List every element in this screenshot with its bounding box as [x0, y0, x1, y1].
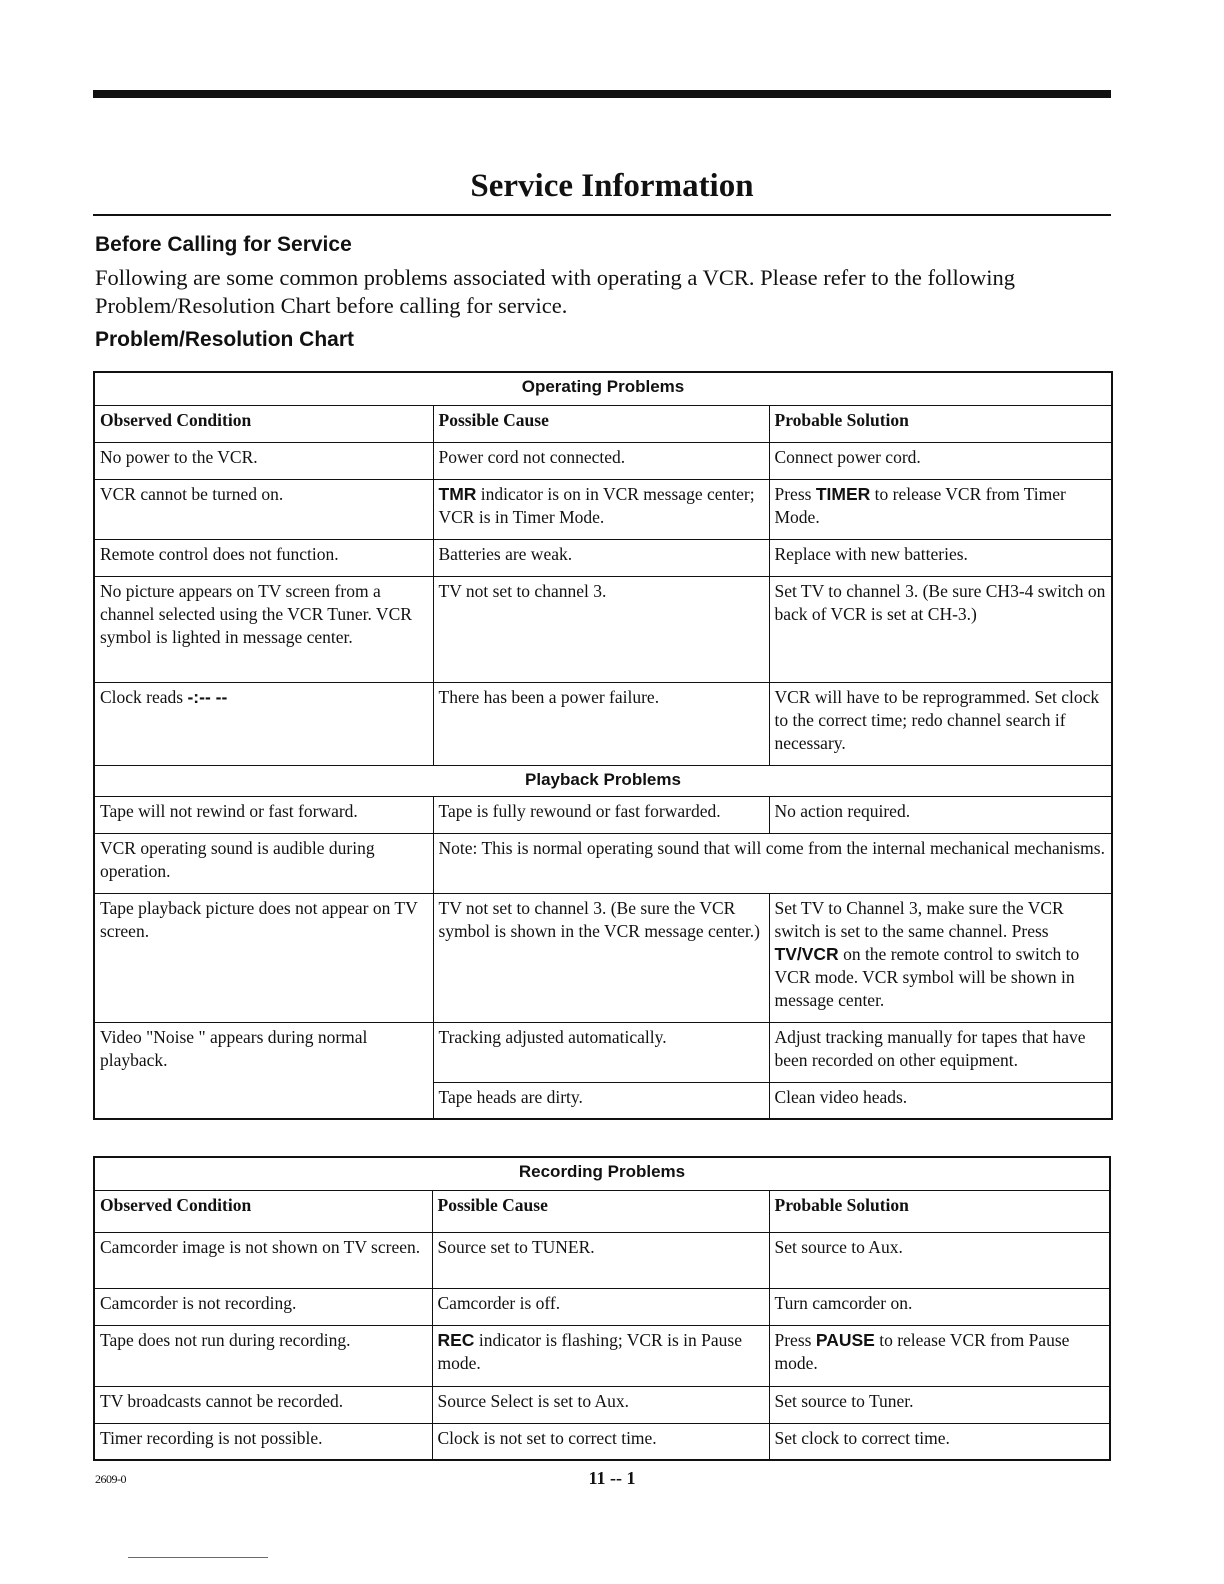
condition-cell: No picture appears on TV screen from a channel selected using the VCR Tuner. VCR symbol is lighted in message center.	[94, 576, 433, 682]
top-rule	[93, 90, 1111, 98]
solution-cell: No action required.	[769, 796, 1112, 833]
cause-cell: Source Select is set to Aux.	[432, 1386, 769, 1423]
recording-table	[93, 1156, 1111, 1461]
keyword: TV/VCR	[774, 943, 839, 964]
cause-cell: There has been a power failure.	[433, 682, 769, 765]
operating-problems-heading: Operating Problems	[94, 372, 1112, 405]
solution-cell: Clean video heads.	[769, 1082, 1112, 1119]
keyword: TIMER	[815, 483, 871, 504]
cause-cell: Power cord not connected.	[433, 442, 769, 479]
section-row	[94, 765, 1112, 796]
col-possible-cause: Possible Cause	[432, 1190, 769, 1232]
condition-cell: Tape will not rewind or fast forward.	[94, 796, 433, 833]
cause-cell: Tape heads are dirty.	[433, 1082, 769, 1119]
table-row	[94, 1022, 1112, 1082]
solution-pre: Press	[774, 483, 816, 504]
page-title: Service Information	[470, 168, 754, 204]
table-row	[94, 1232, 1110, 1288]
header-row	[94, 1190, 1110, 1232]
solution-cell: Set clock to correct time.	[769, 1423, 1110, 1460]
col-observed-condition: Observed Condition	[94, 1190, 432, 1232]
table-row	[94, 1423, 1110, 1460]
condition-cell: VCR cannot be turned on.	[94, 479, 433, 539]
note-cell: Note: This is normal operating sound that will come from the internal mechanical mechanisms.	[433, 833, 1112, 893]
col-observed-condition: Observed Condition	[94, 405, 433, 442]
solution-cell	[769, 1325, 1110, 1386]
cause-cell: Tape is fully rewound or fast forwarded.	[433, 796, 769, 833]
cause-cell: Clock is not set to correct time.	[432, 1423, 769, 1460]
table-row	[94, 479, 1112, 539]
table-row	[94, 682, 1112, 765]
solution-cell: Set TV to channel 3. (Be sure CH3-4 switch on back of VCR is set at CH-3.)	[769, 576, 1112, 682]
title-rule	[93, 214, 1111, 216]
recording-problems-heading: Recording Problems	[94, 1157, 1110, 1190]
solution-cell: Connect power cord.	[769, 442, 1112, 479]
table-row	[94, 796, 1112, 833]
clock-display: -:-- --	[187, 686, 228, 707]
cause-text: indicator is flashing; VCR is in Pause mode.	[437, 1329, 742, 1373]
table-row	[94, 442, 1112, 479]
table-row	[94, 1325, 1110, 1386]
keyword: REC	[437, 1329, 475, 1350]
condition-cell: VCR operating sound is audible during operation.	[94, 833, 433, 893]
page-number: 11 -- 1	[588, 1468, 636, 1488]
cause-cell: TV not set to channel 3.	[433, 576, 769, 682]
solution-cell: Replace with new batteries.	[769, 539, 1112, 576]
cause-cell	[432, 1325, 769, 1386]
table-row	[94, 539, 1112, 576]
cause-cell	[433, 479, 769, 539]
condition-cell	[94, 682, 433, 765]
solution-cell: Set source to Aux.	[769, 1232, 1110, 1288]
cause-text: indicator is on in VCR message center; VCR is in Timer Mode.	[438, 483, 755, 527]
solution-pre: Press	[774, 1329, 816, 1350]
condition-cell: TV broadcasts cannot be recorded.	[94, 1386, 432, 1423]
condition-cell: No power to the VCR.	[94, 442, 433, 479]
table-row	[94, 893, 1112, 1022]
condition-text: Clock reads	[100, 686, 184, 707]
intro-paragraph: Following are some common problems associated with operating a VCR. Please refer to the following Problem/Resolution Chart before calling for service.	[95, 265, 1016, 318]
header-row	[94, 405, 1112, 442]
solution-text: to release VCR from Timer Mode.	[774, 483, 1066, 527]
solution-cell: Set source to Tuner.	[769, 1386, 1110, 1423]
keyword: PAUSE	[815, 1329, 875, 1350]
cause-cell: Source set to TUNER.	[432, 1232, 769, 1288]
condition-cell: Timer recording is not possible.	[94, 1423, 432, 1460]
cause-cell: TV not set to channel 3. (Be sure the VCR symbol is shown in the VCR message center.)	[433, 893, 769, 1022]
col-probable-solution: Probable Solution	[769, 1190, 1110, 1232]
section-row	[94, 372, 1112, 405]
solution-cell	[769, 479, 1112, 539]
section-row	[94, 1157, 1110, 1190]
solution-cell: Adjust tracking manually for tapes that have been recorded on other equipment.	[769, 1022, 1112, 1082]
chart-heading: Problem/Resolution Chart	[95, 328, 355, 351]
condition-cell: Camcorder is not recording.	[94, 1288, 432, 1325]
bottom-rule	[128, 1557, 268, 1558]
playback-problems-heading: Playback Problems	[94, 765, 1112, 796]
solution-cell	[769, 893, 1112, 1022]
cause-cell: Tracking adjusted automatically.	[433, 1022, 769, 1082]
section-heading: Before Calling for Service	[95, 233, 352, 256]
condition-cell: Tape playback picture does not appear on TV screen.	[94, 893, 433, 1022]
condition-cell: Video "Noise " appears during normal playback.	[94, 1022, 433, 1119]
solution-text: on the remote control to switch to VCR mode. VCR symbol will be shown in message center.	[774, 943, 1080, 1010]
condition-cell: Tape does not run during recording.	[94, 1325, 432, 1386]
condition-cell: Camcorder image is not shown on TV screen.	[94, 1232, 432, 1288]
table-row	[94, 1288, 1110, 1325]
condition-cell: Remote control does not function.	[94, 539, 433, 576]
table-row	[94, 1386, 1110, 1423]
solution-pre: Set TV to Channel 3, make sure the VCR switch is set to the same channel. Press	[774, 897, 1064, 941]
cause-cell: Batteries are weak.	[433, 539, 769, 576]
document-code: 2609-0	[95, 1472, 126, 1486]
table-row	[94, 833, 1112, 893]
solution-text: to release VCR from Pause mode.	[774, 1329, 1070, 1373]
operating-playback-table	[93, 371, 1113, 1120]
col-probable-solution: Probable Solution	[769, 405, 1112, 442]
table-row	[94, 576, 1112, 682]
solution-cell: VCR will have to be reprogrammed. Set clock to the correct time; redo channel search if necessary.	[769, 682, 1112, 765]
solution-cell: Turn camcorder on.	[769, 1288, 1110, 1325]
cause-cell: Camcorder is off.	[432, 1288, 769, 1325]
col-possible-cause: Possible Cause	[433, 405, 769, 442]
keyword: TMR	[438, 483, 477, 504]
